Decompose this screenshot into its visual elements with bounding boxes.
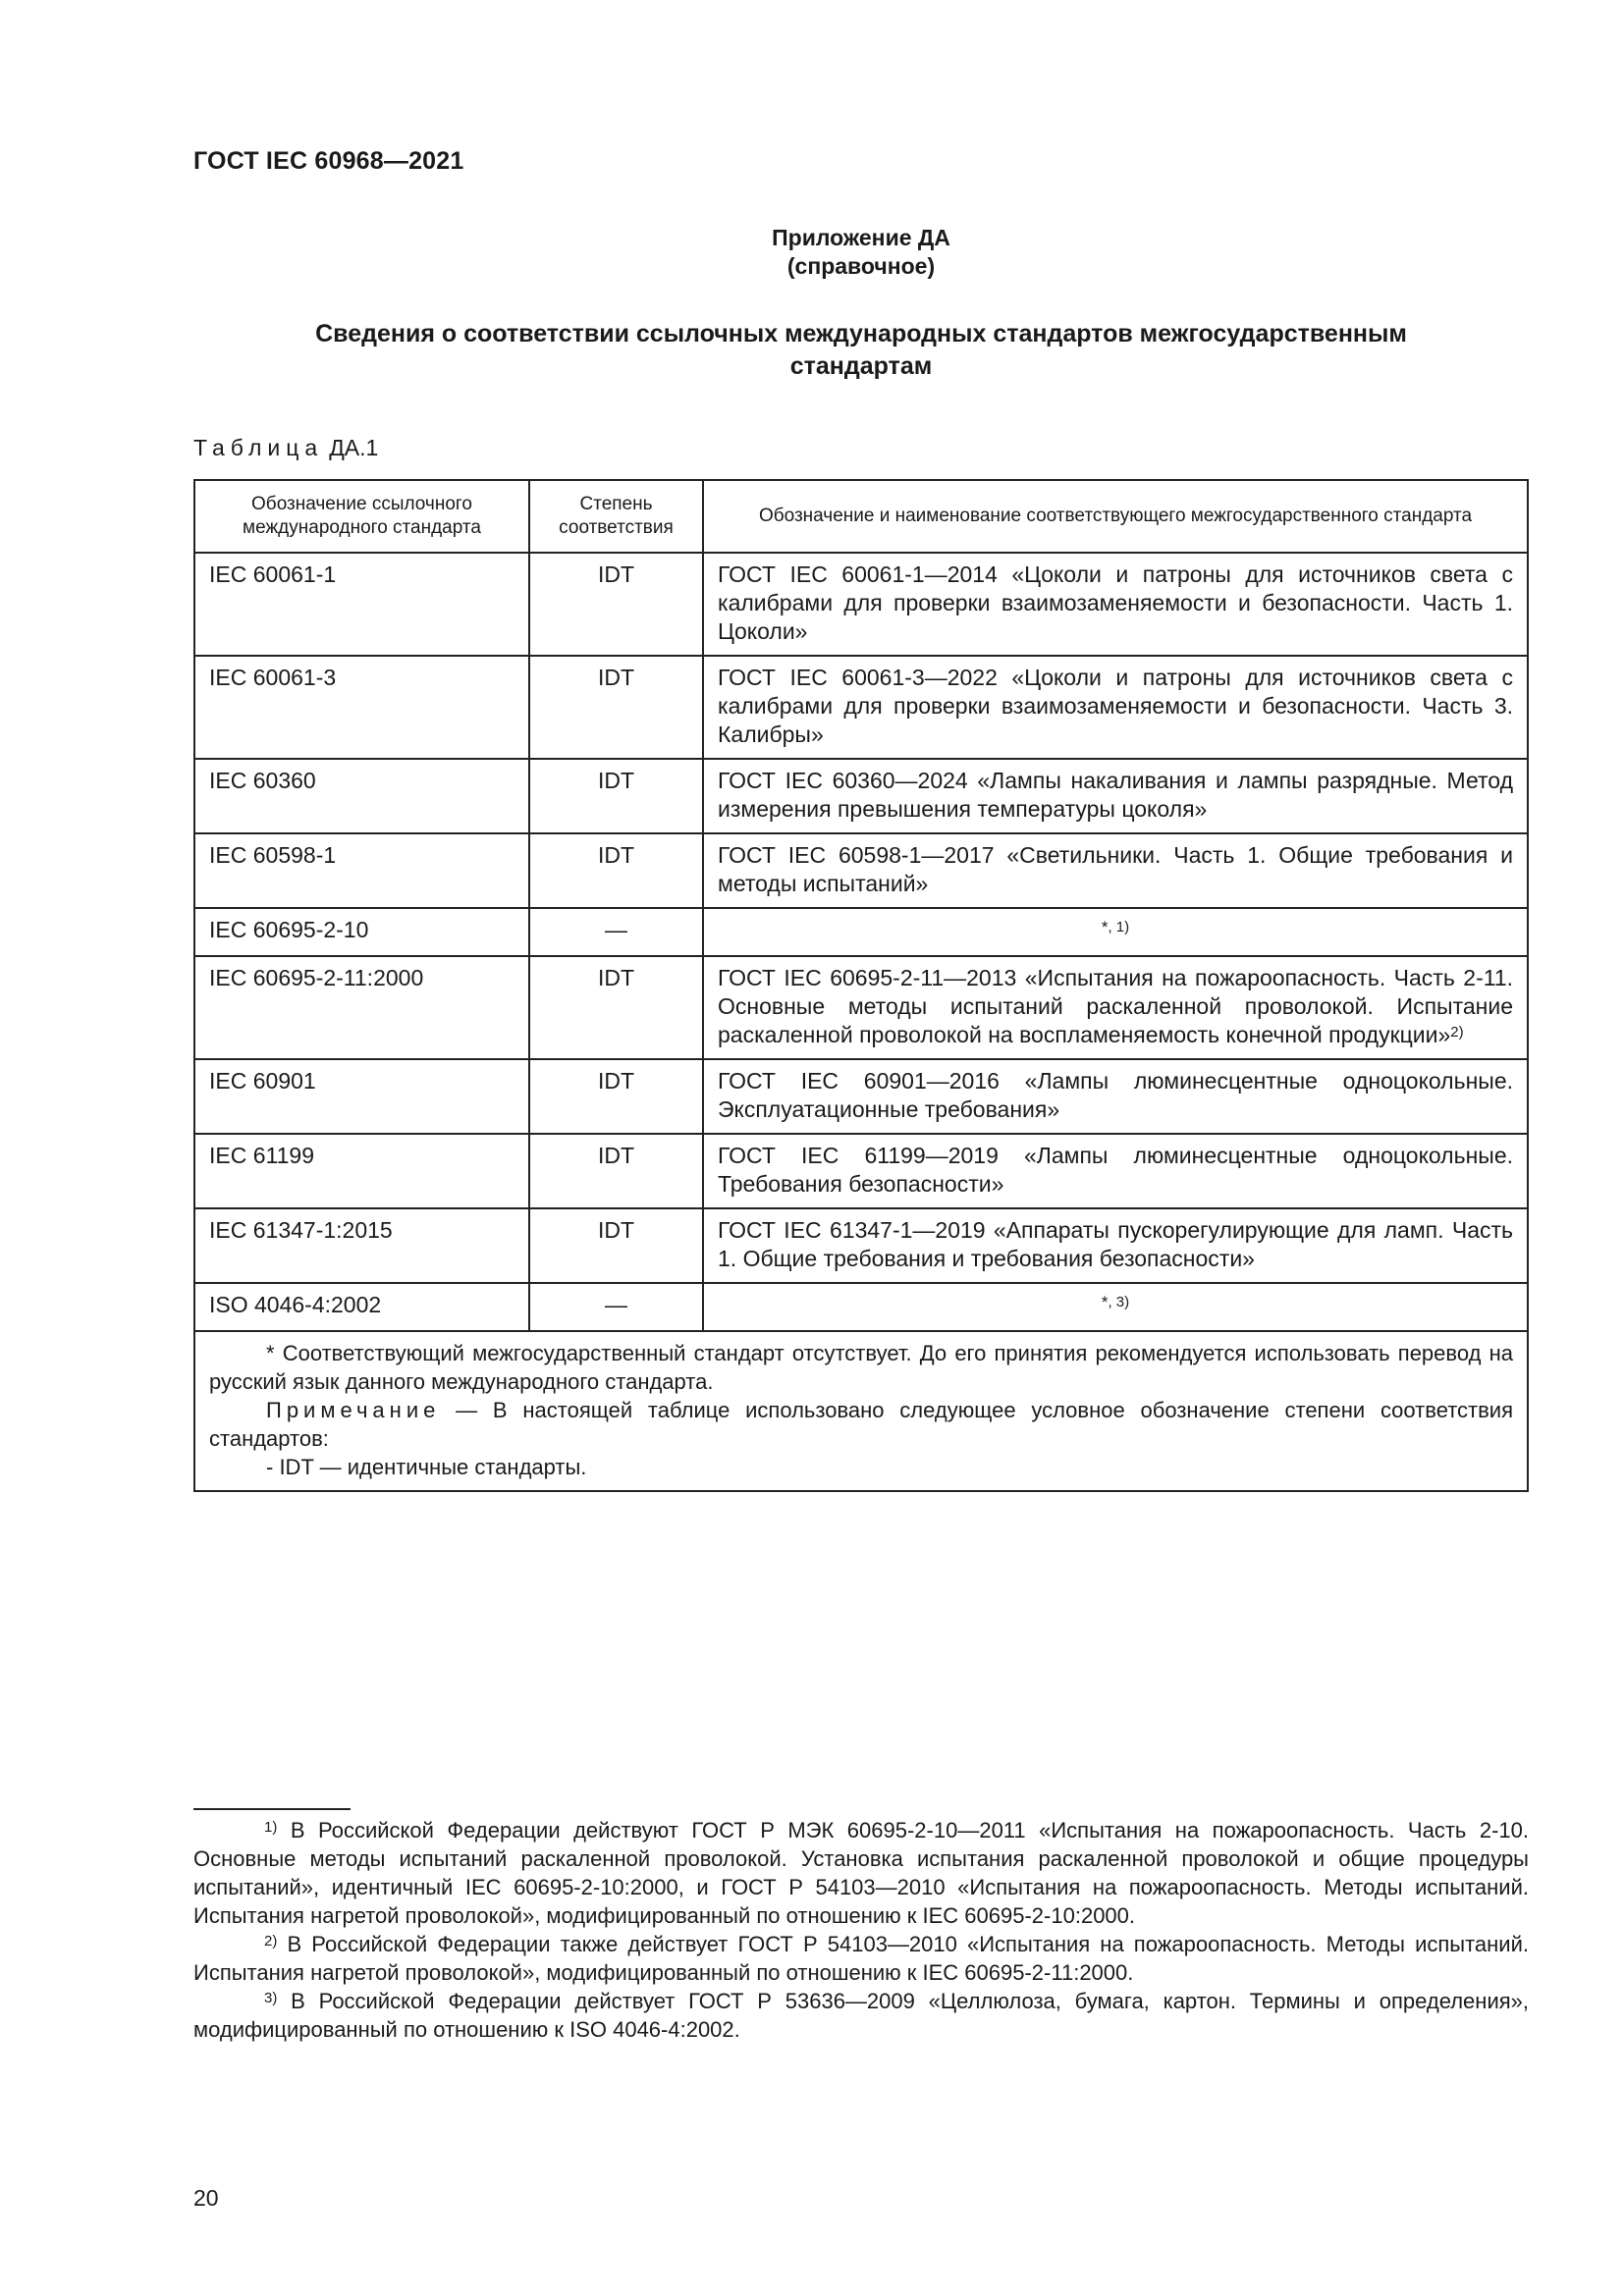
- footnote-ref: , 3): [1108, 1294, 1130, 1310]
- footnote: [193, 1987, 1529, 2044]
- footnote-text: В Российской Федерации действуют ГОСТ Р МЭК 60695-2-10—2011 «Испытания на пожароопасность. Часть 2-10. Основные методы испытаний раскаленной проволокой. Установка испытания раскаленной проволокой и общие процедуры испытаний», идентичный IEC 60695-2-10:2000, и ГОСТ Р 54103—2010 «Испытания на пожароопасность. Методы испытаний. Испытания нагретой проволокой», модифицированный по отношению к IEC 60695-2-10:2000.: [193, 1818, 1529, 1928]
- cell-gost: [703, 656, 1528, 759]
- note-label: Примечание: [266, 1398, 441, 1422]
- document-code: ГОСТ IEC 60968—2021: [193, 147, 464, 175]
- page-number: 20: [193, 2185, 219, 2211]
- star-note: * Соответствующий межгосударственный стандарт отсутствует. До его принятия рекомендуется использовать перевод на русский язык данного международного стандарта.: [209, 1341, 1513, 1394]
- table-row: [194, 956, 1528, 1059]
- footnote-ref: 2): [1450, 1024, 1464, 1041]
- cell-gost-text: ГОСТ IEC 60901—2016 «Лампы люминесцентные одноцокольные. Эксплуатационные требования»: [718, 1068, 1513, 1122]
- annex-title-line-2: стандартам: [789, 352, 933, 380]
- table-header-row: [194, 480, 1528, 553]
- footnote: [193, 1930, 1529, 1987]
- cell-gost-text: ГОСТ IEC 60061-3—2022 «Цоколи и патроны для источников света с калибрами для проверки взаимозаменяемости и безопасности. Часть 3. Калибры»: [718, 665, 1513, 747]
- cell-gost-text: ГОСТ IEC 60360—2024 «Лампы накаливания и лампы разрядные. Метод измерения превышения температуры цоколя»: [718, 768, 1513, 822]
- table-label-number: ДА.1: [329, 435, 379, 460]
- footnote: [193, 1816, 1529, 1930]
- cell-gost: [703, 1059, 1528, 1134]
- cell-degree: IDT: [529, 656, 703, 759]
- note-text: — В настоящей таблице использовано следующее условное обозначение степени соответствия стандартов:: [209, 1398, 1513, 1451]
- footnote-separator: [193, 1808, 351, 1810]
- table-row: [194, 656, 1528, 759]
- cell-designation: IEC 61199: [194, 1134, 529, 1208]
- cell-degree: —: [529, 908, 703, 956]
- table-label: [193, 435, 378, 461]
- cell-gost: [703, 759, 1528, 833]
- footnote-ref: , 1): [1108, 919, 1130, 935]
- cell-designation: ISO 4046-4:2002: [194, 1283, 529, 1331]
- cell-designation: IEC 60695-2-10: [194, 908, 529, 956]
- cell-gost: [703, 1134, 1528, 1208]
- cell-designation: IEC 61347-1:2015: [194, 1208, 529, 1283]
- column-header-degree: Степень соответствия: [529, 480, 703, 553]
- footnote-mark: 2): [264, 1933, 278, 1949]
- cell-gost-text: ГОСТ IEC 61347-1—2019 «Аппараты пускорегулирующие для ламп. Часть 1. Общие требования и требования безопасности»: [718, 1217, 1513, 1271]
- cell-degree: IDT: [529, 1059, 703, 1134]
- cell-degree: —: [529, 1283, 703, 1331]
- annex-title-line-1: Сведения о соответствии ссылочных международных стандартов межгосударственным: [315, 320, 1407, 347]
- footnote-mark: 3): [264, 1990, 278, 2006]
- table-row: [194, 833, 1528, 908]
- table-row: [194, 1283, 1528, 1331]
- cell-designation: IEC 60061-1: [194, 553, 529, 656]
- footnote-text: В Российской Федерации действует ГОСТ Р 53636—2009 «Целлюлоза, бумага, картон. Термины и определения», модифицированный по отношению к ISO 4046-4:2002.: [193, 1989, 1529, 2042]
- footnote-text: В Российской Федерации также действует ГОСТ Р 54103—2010 «Испытания на пожароопасность. Методы испытаний. Испытания нагретой проволокой», модифицированный по отношению к IEC 60695-2-11:2000.: [193, 1932, 1529, 1985]
- cell-designation: IEC 60360: [194, 759, 529, 833]
- cell-degree: IDT: [529, 833, 703, 908]
- table-row: [194, 1059, 1528, 1134]
- annex-label: Приложение ДА: [772, 225, 950, 250]
- cell-gost-text: ГОСТ IEC 60695-2-11—2013 «Испытания на пожароопасность. Часть 2-11. Основные методы испытаний раскаленной проволокой. Испытание раскаленной проволокой на воспламеняемость конечной продукции»: [718, 965, 1513, 1047]
- annex-heading: [193, 224, 1529, 281]
- cell-gost: [703, 553, 1528, 656]
- cell-degree: IDT: [529, 759, 703, 833]
- table-label-word: Таблица: [193, 435, 324, 460]
- asterisk-mark: *: [1101, 918, 1109, 936]
- table-notes-row: [194, 1331, 1528, 1491]
- cell-gost: [703, 1208, 1528, 1283]
- cell-gost: [703, 1283, 1528, 1331]
- column-header-gost: Обозначение и наименование соответствующего межгосударственного стандарта: [703, 480, 1528, 553]
- footnote-mark: 1): [264, 1819, 278, 1836]
- cell-gost: [703, 833, 1528, 908]
- cell-degree: IDT: [529, 956, 703, 1059]
- table-row: [194, 908, 1528, 956]
- table-notes: [194, 1331, 1528, 1491]
- cell-degree: IDT: [529, 1134, 703, 1208]
- cell-gost-text: ГОСТ IEC 60598-1—2017 «Светильники. Часть 1. Общие требования и методы испытаний»: [718, 842, 1513, 896]
- cell-degree: IDT: [529, 1208, 703, 1283]
- cell-gost-text: ГОСТ IEC 60061-1—2014 «Цоколи и патроны для источников света с калибрами для проверки взаимозаменяемости и безопасности. Часть 1. Цоколи»: [718, 561, 1513, 644]
- asterisk-mark: *: [1101, 1293, 1109, 1311]
- correspondence-table: [193, 479, 1529, 1492]
- footnotes: [193, 1816, 1529, 2044]
- cell-degree: IDT: [529, 553, 703, 656]
- annex-title: [193, 318, 1529, 383]
- note: [209, 1396, 1513, 1453]
- cell-designation: IEC 60598-1: [194, 833, 529, 908]
- cell-designation: IEC 60695-2-11:2000: [194, 956, 529, 1059]
- annex-type: (справочное): [786, 253, 936, 279]
- note-item: - IDT — идентичные стандарты.: [266, 1455, 587, 1479]
- cell-designation: IEC 60901: [194, 1059, 529, 1134]
- table-row: [194, 1134, 1528, 1208]
- cell-gost: [703, 956, 1528, 1059]
- cell-gost-text: ГОСТ IEC 61199—2019 «Лампы люминесцентные одноцокольные. Требования безопасности»: [718, 1143, 1513, 1197]
- cell-designation: IEC 60061-3: [194, 656, 529, 759]
- table-row: [194, 1208, 1528, 1283]
- table-row: [194, 759, 1528, 833]
- table-row: [194, 553, 1528, 656]
- column-header-designation: Обозначение ссылочного международного стандарта: [194, 480, 529, 553]
- cell-gost: [703, 908, 1528, 956]
